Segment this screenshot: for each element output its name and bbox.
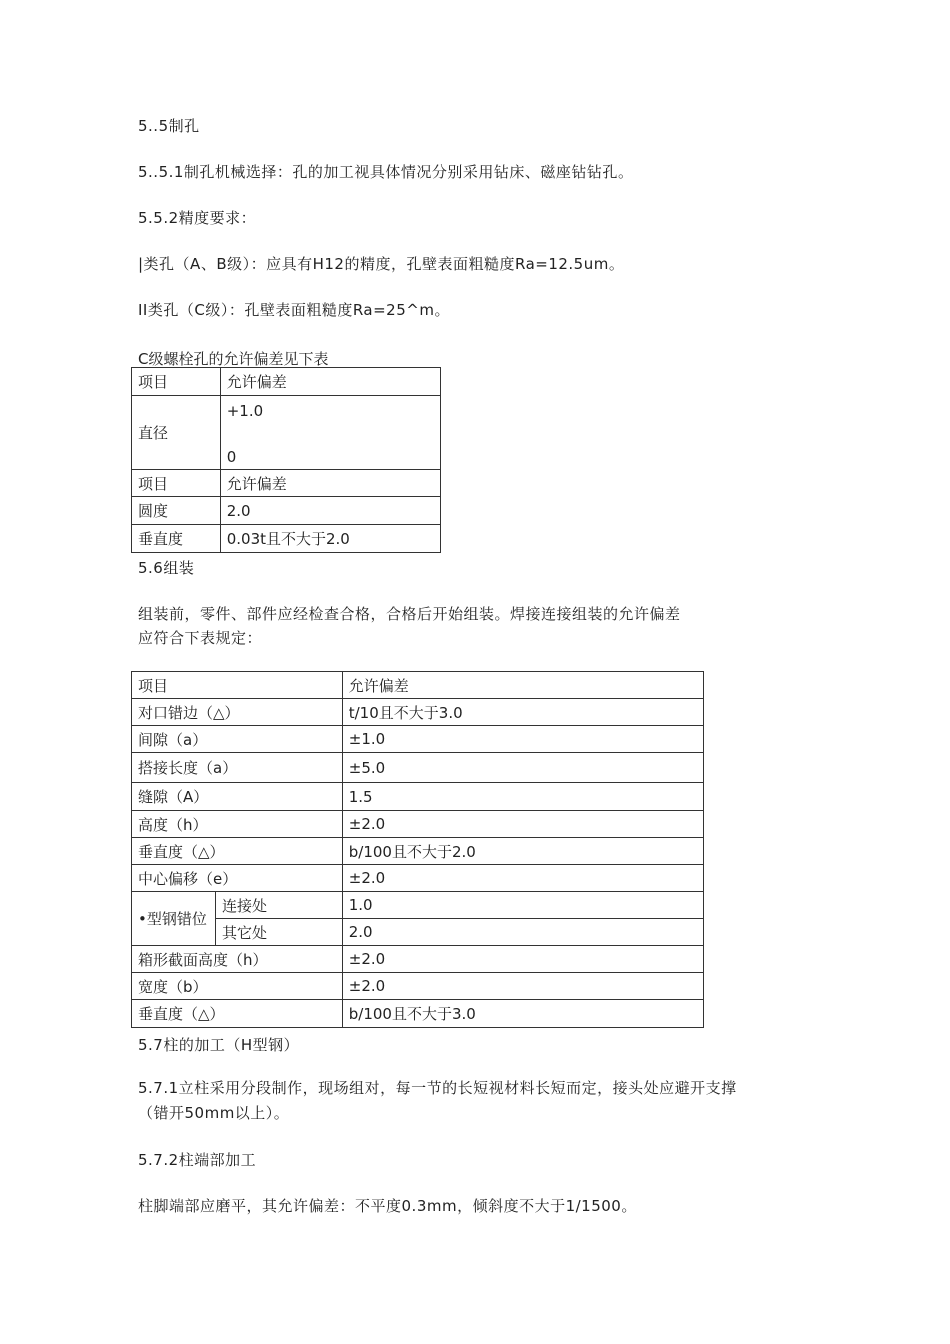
table-header-cell: 项目 xyxy=(132,672,343,699)
table-cell: ±1.0 xyxy=(342,726,703,753)
heading-5-7-2: 5.7.2柱端部加工 xyxy=(138,1151,257,1169)
table-cell: ±2.0 xyxy=(342,811,703,838)
table-cell: 对口错边（△） xyxy=(132,699,343,726)
table-row xyxy=(132,470,441,497)
table-cell: 连接处 xyxy=(215,892,342,919)
table-cell: 1.0 xyxy=(342,892,703,919)
paragraph-5-7-1-line2: （错开50mm以上）。 xyxy=(138,1104,290,1122)
table-cell: ±2.0 xyxy=(342,973,703,1000)
table-cell: 中心偏移（e） xyxy=(132,865,343,892)
paragraph-class-1-holes: |类孔（A、B级）：应具有H12的精度，孔壁表面粗糙度Ra=12.5um。 xyxy=(138,255,625,273)
table-cell: 搭接长度（a） xyxy=(132,753,343,783)
table-cell: 2.0 xyxy=(220,497,440,525)
table-cell: b/100且不大于3.0 xyxy=(342,1000,703,1028)
table1-caption: C级螺栓孔的允许偏差见下表 xyxy=(138,350,329,368)
table-cell: 0.03t且不大于2.0 xyxy=(220,525,440,553)
table-cell: 允许偏差 xyxy=(220,470,440,497)
heading-5-5-2: 5.5.2精度要求： xyxy=(138,209,257,227)
table-cell: 其它处 xyxy=(215,919,342,946)
table-cell: •型钢错位 xyxy=(132,892,216,946)
heading-5-7: 5.7柱的加工（H型钢） xyxy=(138,1036,300,1054)
table-cell: ±2.0 xyxy=(342,865,703,892)
table-cell: 圆度 xyxy=(132,497,221,525)
table-cell: t/10且不大于3.0 xyxy=(342,699,703,726)
table-cell: 箱形截面高度（h） xyxy=(132,946,343,973)
table-cell: 宽度（b） xyxy=(132,973,343,1000)
table-row xyxy=(132,865,704,892)
table-cell: ±2.0 xyxy=(342,946,703,973)
assembly-tolerance-table xyxy=(131,671,704,1028)
table-row xyxy=(132,892,704,919)
table-row xyxy=(132,783,704,811)
table-cell: 2.0 xyxy=(342,919,703,946)
table-row xyxy=(132,1000,704,1028)
table-row xyxy=(132,838,704,865)
table-row xyxy=(132,726,704,753)
paragraph-5-7-2: 柱脚端部应磨平，其允许偏差：不平度0.3mm，倾斜度不大于1/1500。 xyxy=(138,1197,637,1215)
paragraph-5-5-1: 5..5.1制孔机械选择：孔的加工视具体情况分别采用钻床、磁座钻钻孔。 xyxy=(138,163,634,181)
heading-5-6: 5.6组装 xyxy=(138,559,195,577)
table-row xyxy=(132,699,704,726)
table-row xyxy=(132,919,704,946)
table-header-cell: 允许偏差 xyxy=(220,368,440,396)
table-cell xyxy=(220,396,440,470)
table-row xyxy=(132,753,704,783)
bolt-hole-tolerance-table xyxy=(131,367,441,553)
table-cell: 高度（h） xyxy=(132,811,343,838)
table-cell: 间隙（a） xyxy=(132,726,343,753)
diameter-upper-tolerance: +1.0 xyxy=(226,401,264,420)
table-cell: 垂直度（△） xyxy=(132,838,343,865)
table-row xyxy=(132,811,704,838)
diameter-lower-tolerance: 0 xyxy=(226,447,237,466)
table-cell: 直径 xyxy=(132,396,221,470)
table-row xyxy=(132,497,441,525)
table-header-cell: 允许偏差 xyxy=(342,672,703,699)
table-cell: b/100且不大于2.0 xyxy=(342,838,703,865)
table-row xyxy=(132,973,704,1000)
paragraph-5-7-1-line1: 5.7.1立柱采用分段制作，现场组对，每一节的长短视材料长短而定，接头处应避开支撑 xyxy=(138,1079,737,1097)
paragraph-5-6-line1: 组装前，零件、部件应经检查合格，合格后开始组装。焊接连接组装的允许偏差 xyxy=(138,605,681,623)
table-cell: 1.5 xyxy=(342,783,703,811)
table-header-row xyxy=(132,368,441,396)
table-cell: 垂直度（△） xyxy=(132,1000,343,1028)
table-cell: ±5.0 xyxy=(342,753,703,783)
table-cell: 缝隙（A） xyxy=(132,783,343,811)
table-row xyxy=(132,525,441,553)
table-header-row xyxy=(132,672,704,699)
paragraph-5-6-line2: 应符合下表规定： xyxy=(138,629,263,647)
table-cell: 垂直度 xyxy=(132,525,221,553)
heading-5-5: 5..5制孔 xyxy=(138,117,200,135)
paragraph-class-2-holes: II类孔（C级）：孔壁表面粗糙度Ra=25^m。 xyxy=(138,301,450,319)
table-header-cell: 项目 xyxy=(132,368,221,396)
table-cell: 项目 xyxy=(132,470,221,497)
table-row xyxy=(132,396,441,470)
table-row xyxy=(132,946,704,973)
